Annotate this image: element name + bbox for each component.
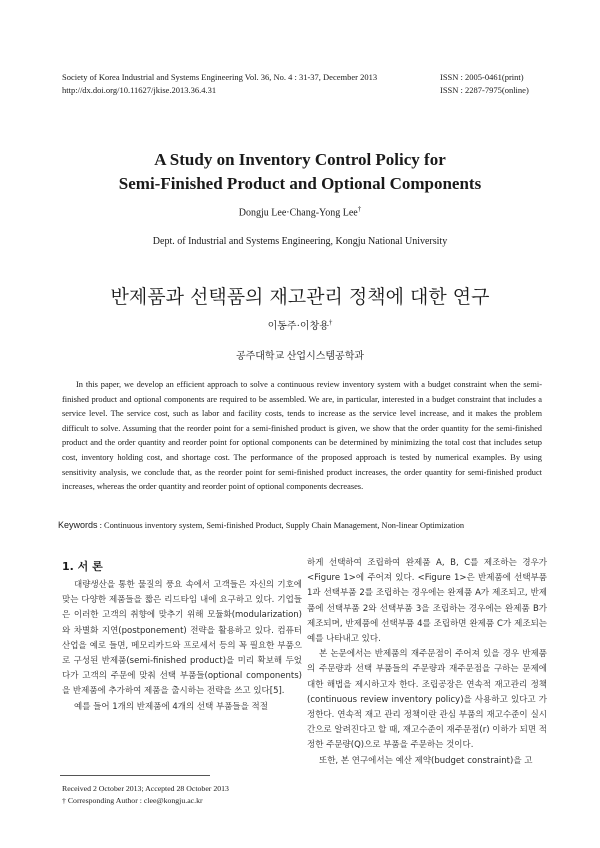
doi-link[interactable]: http://dx.doi.org/10.11627/jkise.2013.36.4.31 [62, 85, 217, 95]
affiliation-en: Dept. of Industrial and Systems Engineering, Kongju National University [152, 236, 448, 247]
right-paragraph-3: 또한, 본 연구에서는 예산 제약(budget constraint)을 고 [319, 755, 533, 766]
footnote-divider [60, 775, 210, 776]
abstract: In this paper, we develop an efficient approach to solve a continuous review inventory system with a budget constraint when the semi-finished product and optional components are required to be assembled. We are, in particular, interested in a budget constraint that includes a service level. The service cost, such as labor and facility costs, tends to increase as the service level increase, and it makes the problem difficult to solve. Assuming that the reorder point for a semi-finished product is given, we show that the order quantity for the semi-finished product and the order quantity and reorder point for optional components can be determined by minimizing the total cost that includes setup cost, inventory holding cost, and shortage cost. The performance of the proposed approach is tested by numerical examples. By using sensitivity analysis, we conclude that, as the reorder point for semi-finished product increases, the order quantity for semi-finished product increases, whereas the order quantity and reorder point of optional components decreases. [62, 380, 542, 492]
keywords [58, 520, 548, 530]
paper-title-en [0, 148, 600, 196]
issn-print: ISSN : 2005-0461(print) [440, 72, 524, 82]
journal-citation: Society of Korea Industrial and Systems Engineering Vol. 36, No. 4 : 31-37, December 2013 [62, 72, 378, 82]
right-paragraph-1: 하게 선택하여 조립하여 완제품 A, B, C를 제조하는 경우가 <Figure 1>에 주어져 있다. <Figure 1>은 반제품에 선택부품 1과 선택부품 2를 조립하는 경우에는 완제품 A가 제조되고, 반제품에 선택부품 2와 선택부품 3을 조립하는 경우에는 완제품 B가 제조되며, 반제품에 선택부품 4를 조립하면 완제품 C가 제조되는 예를 나타내고 있다. [307, 558, 547, 645]
left-column [62, 578, 302, 715]
corresponding-author[interactable]: † Corresponding Author : clee@kongju.ac.kr [62, 796, 203, 805]
received-date: Received 2 October 2013; Accepted 28 October 2013 [62, 784, 229, 793]
authors-en [0, 205, 600, 218]
corresponding-mark-ko: † [328, 318, 333, 327]
authors-ko-names: 이동주·이창용 [267, 321, 329, 332]
corresponding-mark: † [357, 205, 362, 213]
affiliation-ko: 공주대학교 산업시스템공학과 [235, 351, 365, 362]
authors-en-names: Dongju Lee·Chang-Yong Lee [238, 207, 358, 219]
left-paragraph-2: 예를 들어 1개의 반제품에 4개의 선택 부품들을 적절 [74, 701, 268, 712]
title-en-line1: A Study on Inventory Control Policy for [154, 150, 446, 169]
right-column [307, 556, 547, 769]
footnotes [62, 783, 302, 807]
title-en-line2: Semi-Finished Product and Optional Components [118, 174, 482, 193]
authors-ko [0, 317, 600, 332]
left-paragraph-1: 대량생산을 통한 물질의 풍요 속에서 고객들은 자신의 기호에 맞는 다양한 제품들을 짧은 리드타임 내에 요구하고 있다. 기업들은 이러한 고객의 취향에 맞추기 위해 모듈화(modularization)와 차별화 지연(postponement) 전략을 활용하고 있다. 컴퓨터 산업을 예로 들면, 메모리카드와 프로세서 등의 꼭 필요한 부품으로 구성된 반제품(semi-finished product)을 미리 확보해 두었다가 고객의 주문에 맞춰 선택 부품들(optional components)을 반제품에 추가하여 제품을 출시하는 전략을 쓰고 있다[5]. [62, 580, 302, 697]
issn-block [440, 71, 560, 97]
journal-header [62, 71, 442, 97]
keywords-text: Continuous inventory system, Semi-finished Product, Supply Chain Management, Non-linear Optimization [104, 521, 465, 530]
keywords-label: Keywords [58, 520, 98, 530]
right-paragraph-2: 본 논문에서는 반제품의 재주문점이 주어져 있을 경우 반제품의 주문량과 선택 부품들의 주문량과 재주문점을 구하는 문제에 대한 해법을 제시하고자 한다. 조립공장은 연속적 재고관리 정책(continuous review inventory policy)을 사용하고 있다고 가정한다. 연속적 재고 관리 정책이란 관심 부품의 재고수준이 실시간으로 알려진다고 할 때, 재고수준이 재주문점(r) 이하가 되면 적정한 주문량(Q)으로 부품을 주문하는 것이다. [307, 649, 547, 751]
keywords-separator: : [97, 521, 105, 530]
paper-title-ko: 반제품과 선택품의 재고관리 정책에 대한 연구 [110, 286, 490, 308]
issn-online: ISSN : 2287-7975(online) [440, 85, 529, 95]
section-heading-introduction: 1. 서 론 [62, 560, 103, 573]
